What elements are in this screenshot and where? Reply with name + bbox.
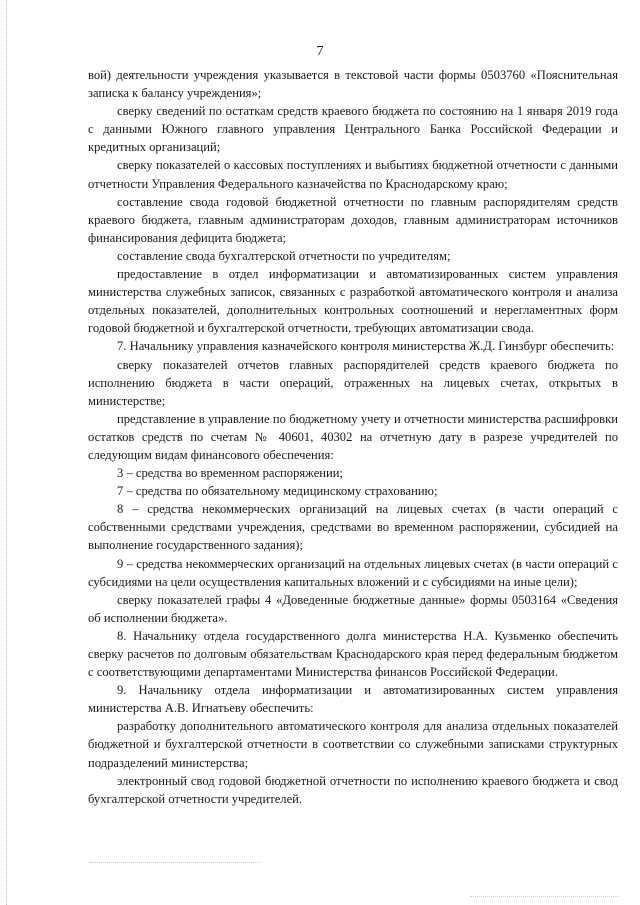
page-number: 7 — [316, 44, 324, 59]
document-body — [88, 66, 618, 808]
paragraph: сверку показателей графы 4 «Доведенные бюджетные данные» формы 0503164 «Сведения об исполнении бюджета». — [88, 592, 618, 625]
paragraph: сверку сведений по остаткам средств краевого бюджета по состоянию на 1 января 2019 года с данными Южного главного управления Центрального Банка Российской Федерации и кредитных организаций; — [88, 104, 618, 155]
paragraph: составление свода годовой бюджетной отчетности по главным распорядителям средств краевого бюджета, главным администраторам доходов, главным администраторам источников финансирования дефицита бюджета; — [88, 194, 618, 245]
paragraph: 7. Начальнику управления казначейского контроля министерства Ж.Д. Гинзбург обеспечить: — [117, 339, 615, 354]
paragraph: 8 – средства некоммерческих организаций на лицевых счетах (в части операций с собственными средствами учреждения, средствами во временном распоряжении, субсидией на выполнение государственного задания); — [88, 502, 618, 553]
paragraph: электронный свод годовой бюджетной отчетности по исполнению краевого бюджета и свод бухгалтерской отчетности учредителей. — [88, 773, 618, 806]
paragraph: предоставление в отдел информатизации и автоматизированных систем управления министерства служебных записок, связанных с разработкой автоматического контроля и анализа отдельных показателей, дополнительных контрольных соотношений и нерегламентных форм годовой бюджетной и бухгалтерской отчетности, требующих автоматизации свода. — [88, 267, 618, 336]
page-edge — [6, 0, 7, 905]
paragraph: сверку показателей отчетов главных распорядителей средств краевого бюджета по исполнению бюджета в части операций, отраженных на лицевых счетах, открытых в министерстве; — [88, 357, 618, 408]
scan-artifact — [90, 862, 260, 863]
paragraph: 7 – средства по обязательному медицинскому страхованию; — [117, 484, 438, 499]
paragraph-continuation: вой) деятельности учреждения указывается в текстовой части формы 0503760 «Пояснительная записка к балансу учреждения»; — [88, 68, 618, 101]
scan-artifact — [470, 896, 620, 897]
paragraph: 9 – средства некоммерческих организаций на отдельных лицевых счетах (в части операций с субсидиями на цели осуществления капитальных вложений и с субсидиями на иные цели); — [88, 556, 618, 589]
paragraph: составление свода бухгалтерской отчетности по учредителям; — [117, 248, 451, 263]
paragraph: 8. Начальнику отдела государственного долга министерства Н.А. Кузьменко обеспечить сверку расчетов по долговым обязательствам Краснодарского края перед федеральным бюджетом с соответствующими департаментами Министерства финансов Российской Федерации. — [88, 628, 618, 680]
paragraph: 9. Начальнику отдела информатизации и автоматизированных систем управления министерства А.В. Игнатьеву обеспечить: — [88, 683, 618, 716]
paragraph: 3 – средства во временном распоряжении; — [117, 466, 344, 481]
paragraph: сверку показателей о кассовых поступлениях и выбытиях бюджетной отчетности с данными отчетности Управления Федерального казначейства по Краснодарскому краю; — [88, 158, 618, 191]
paragraph: разработку дополнительного автоматического контроля для анализа отдельных показателей бюджетной и бухгалтерской отчетности в соответствии со служебными записками структурных подразделений министерства; — [88, 719, 618, 770]
paragraph: представление в управление по бюджетному учету и отчетности министерства расшифровки остатков средств по счетам № 40601, 40302 на отчетную дату в разрезе учредителей по следующим видам финансового обеспечения: — [88, 411, 618, 462]
